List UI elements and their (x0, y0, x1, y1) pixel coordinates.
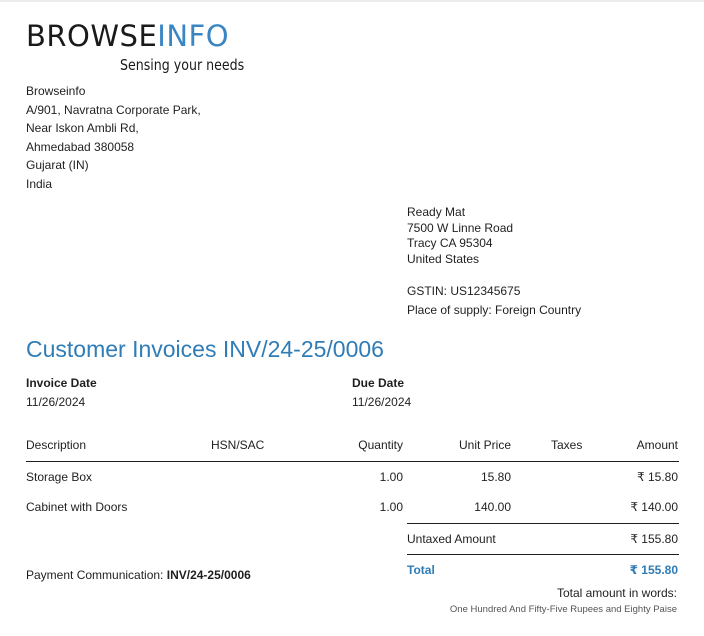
total-label: Total (407, 563, 435, 577)
place-of-supply: Place of supply: Foreign Country (407, 303, 582, 317)
top-border (0, 0, 704, 2)
row-amount: ₹ 15.80 (637, 470, 678, 484)
company-address-line: Ahmedabad 380058 (26, 139, 135, 154)
customer-tax-info (407, 282, 581, 320)
customer-address-line: Tracy CA 95304 (407, 236, 493, 251)
amount-in-words: One Hundred And Fifty-Five Rupees and Eighty Paise (449, 604, 677, 615)
col-header-taxes: Taxes (551, 438, 583, 452)
company-address-line: India (26, 176, 53, 191)
row-quantity: 1.00 (379, 500, 403, 514)
company-address-line: A/901, Navratna Corporate Park, (26, 102, 201, 117)
col-header-description: Description (26, 438, 87, 452)
payment-communication-label: Payment Communication: (26, 568, 164, 582)
invoice-date-label: Invoice Date (26, 376, 97, 390)
row-description: Cabinet with Doors (26, 500, 128, 514)
payment-reference: INV/24-25/0006 (166, 568, 251, 582)
customer-name: Ready Mat (407, 205, 466, 219)
payment-communication (26, 568, 251, 582)
table-header-divider (26, 461, 679, 462)
amount-in-words-label: Total amount in words: (556, 586, 677, 600)
company-address-line: Gujarat (IN) (26, 158, 89, 173)
logo-wordmark: BROWSEINFO (26, 19, 230, 53)
due-date-label: Due Date (352, 376, 405, 390)
row-description: Storage Box (26, 470, 93, 484)
row-amount: ₹ 140.00 (630, 500, 678, 514)
row-quantity: 1.00 (379, 470, 403, 484)
due-date-value: 11/26/2024 (352, 395, 412, 409)
company-logo (26, 19, 245, 77)
row-unit-price: 140.00 (474, 500, 511, 514)
untaxed-amount-value: ₹ 155.80 (630, 532, 678, 546)
customer-address-line: United States (407, 251, 480, 266)
col-header-hsn: HSN/SAC (211, 438, 265, 452)
col-header-unit-price: Unit Price (458, 438, 511, 452)
invoice-date-value: 11/26/2024 (26, 395, 86, 409)
customer-address-line: 7500 W Linne Road (407, 220, 514, 235)
col-header-quantity: Quantity (358, 438, 403, 452)
totals-top-divider (407, 523, 679, 524)
untaxed-amount-label: Untaxed Amount (407, 532, 496, 546)
total-value: ₹ 155.80 (629, 563, 678, 577)
totals-divider (407, 554, 679, 555)
row-unit-price: 15.80 (480, 470, 511, 484)
company-name: Browseinfo (26, 84, 86, 98)
customer-address (407, 205, 513, 267)
company-address (26, 82, 201, 194)
logo-tagline: Sensing your needs (120, 56, 245, 74)
company-address-line: Near Iskon Ambli Rd, (26, 121, 139, 136)
invoice-title: Customer Invoices INV/24-25/0006 (26, 336, 384, 362)
col-header-amount: Amount (636, 438, 678, 452)
customer-gstin: GSTIN: US12345675 (407, 284, 521, 298)
